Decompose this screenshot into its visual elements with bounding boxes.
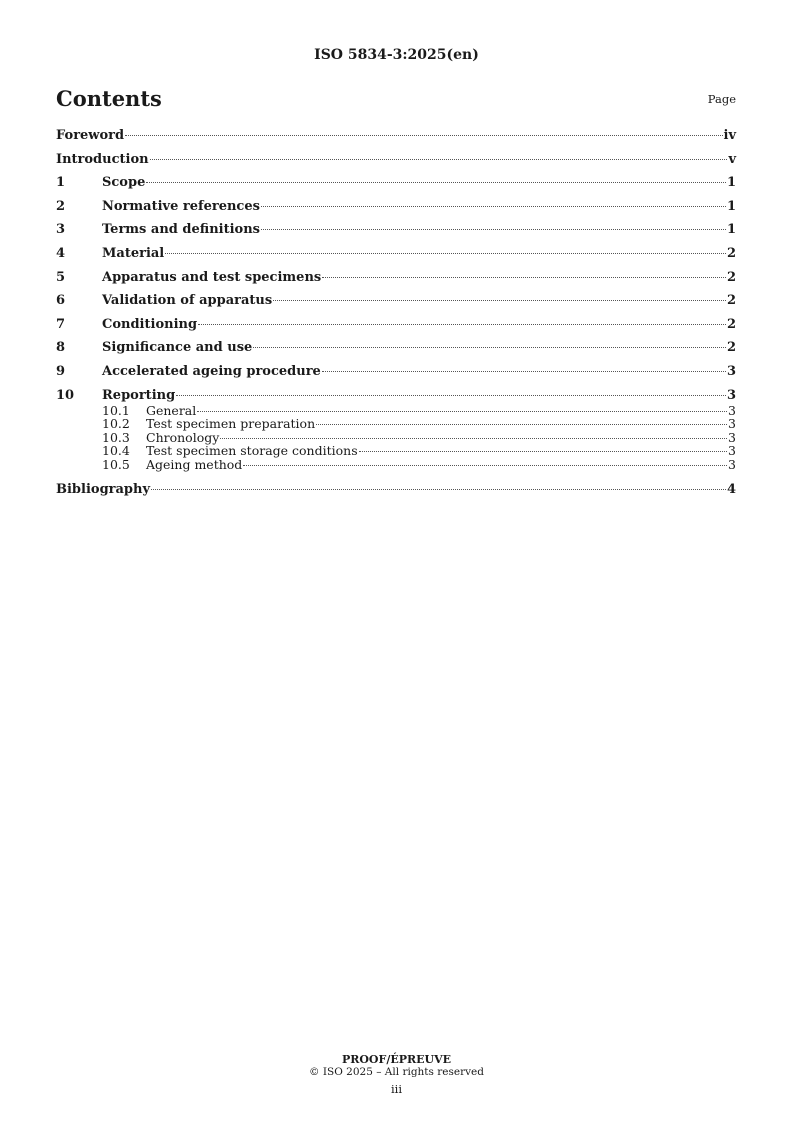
toc-entry-bibliography[interactable] <box>56 482 736 498</box>
toc-entry-number: 9 <box>56 363 66 379</box>
copyright-notice: © ISO 2025 – All rights reserved <box>309 1066 484 1078</box>
dot-leader <box>261 229 726 230</box>
document-identifier: ISO 5834-3:2025(en) <box>314 47 479 63</box>
toc-entry-number: 10 <box>56 387 75 403</box>
toc-subentry-number: 10.2 <box>102 416 130 432</box>
toc-entry-number: 1 <box>56 175 66 191</box>
toc-subentry-page: 3 <box>728 456 736 472</box>
toc-subentry-label: Ageing method <box>146 456 243 472</box>
dot-leader <box>243 465 727 466</box>
toc-entry-number: 7 <box>56 316 66 332</box>
page-footer <box>0 1054 793 1096</box>
toc-subentry-label: Chronology <box>146 429 220 445</box>
toc-subentry-page: 3 <box>728 429 736 445</box>
dot-leader <box>322 277 726 278</box>
dot-leader <box>151 489 726 490</box>
dot-leader <box>150 159 728 160</box>
dot-leader <box>197 411 727 412</box>
page-number: iii <box>390 1082 403 1096</box>
toc-entry-page: v <box>728 151 736 167</box>
dot-leader <box>146 182 726 183</box>
toc-subentry-label: Test specimen storage conditions <box>146 443 358 459</box>
toc-entry-page: 2 <box>726 245 736 261</box>
toc-entry-validation-of-apparatus[interactable] <box>56 293 736 309</box>
toc-entry-label: Bibliography <box>56 481 151 497</box>
toc-entry-accelerated-ageing-procedure[interactable] <box>56 364 736 380</box>
toc-entry-label: Reporting <box>102 387 176 403</box>
toc-entry-label: Validation of apparatus <box>102 293 273 309</box>
table-of-contents <box>56 128 736 505</box>
contents-heading: Contents <box>56 86 162 111</box>
toc-entry-page: 1 <box>726 198 736 214</box>
toc-subentry-page: 3 <box>728 402 736 418</box>
toc-entry-page: 2 <box>726 269 736 285</box>
toc-entry-normative-references[interactable] <box>56 199 736 215</box>
toc-subentry-number: 10.3 <box>102 429 130 445</box>
toc-entry-page: 1 <box>726 175 736 191</box>
toc-subentry-ageing-method[interactable] <box>56 458 736 472</box>
toc-entry-reporting[interactable] <box>56 388 736 404</box>
dot-leader <box>176 395 726 396</box>
dot-leader <box>316 424 727 425</box>
toc-entry-label: Material <box>102 245 165 261</box>
dot-leader <box>273 300 726 301</box>
toc-entry-page: 3 <box>726 363 736 379</box>
toc-entry-page: iv <box>723 128 736 143</box>
page-column-label: Page <box>707 92 736 106</box>
toc-entry-label: Introduction <box>56 151 149 167</box>
toc-subentry-general[interactable] <box>56 404 736 418</box>
toc-subentry-test-specimen-storage-conditions[interactable] <box>56 444 736 458</box>
toc-entry-scope[interactable] <box>56 175 736 191</box>
toc-subentry-label: General <box>146 402 197 418</box>
dot-leader <box>198 324 726 325</box>
toc-entry-introduction[interactable] <box>56 152 736 168</box>
toc-entry-page: 2 <box>726 340 736 356</box>
toc-entry-conditioning[interactable] <box>56 317 736 333</box>
toc-subentry-page: 3 <box>728 443 736 459</box>
toc-entry-label: Conditioning <box>102 316 198 332</box>
toc-entry-number: 8 <box>56 340 66 356</box>
toc-subentry-number: 10.5 <box>102 456 130 472</box>
toc-entry-number: 5 <box>56 269 66 285</box>
toc-entry-apparatus-and-test-specimens[interactable] <box>56 270 736 286</box>
toc-entry-terms-and-definitions[interactable] <box>56 222 736 238</box>
dot-leader <box>165 253 726 254</box>
toc-entry-label: Terms and definitions <box>102 222 260 238</box>
dot-leader <box>322 371 726 372</box>
toc-subentry-label: Test specimen preparation <box>146 416 316 432</box>
toc-entry-page: 3 <box>726 387 736 403</box>
proof-label: PROOF/ÉPREUVE <box>341 1053 452 1066</box>
toc-subentry-number: 10.4 <box>102 443 130 459</box>
toc-entry-label: Significance and use <box>102 340 253 356</box>
toc-entry-number: 3 <box>56 222 66 238</box>
toc-entry-number: 2 <box>56 198 66 214</box>
dot-leader <box>359 451 727 452</box>
toc-subentry-number: 10.1 <box>102 402 130 418</box>
toc-entry-significance-and-use[interactable] <box>56 340 736 356</box>
toc-subentry-test-specimen-preparation[interactable] <box>56 417 736 431</box>
toc-entry-number: 6 <box>56 293 66 309</box>
toc-entry-page: 2 <box>726 293 736 309</box>
toc-entry-page: 1 <box>726 222 736 238</box>
dot-leader <box>253 347 726 348</box>
dot-leader <box>125 135 722 136</box>
toc-entry-label: Accelerated ageing procedure <box>102 363 321 379</box>
toc-entry-foreword[interactable] <box>56 128 736 144</box>
toc-entry-number: 4 <box>56 245 66 261</box>
dot-leader <box>220 438 727 439</box>
toc-entry-label: Normative references <box>102 198 260 214</box>
dot-leader <box>261 206 726 207</box>
toc-entry-page: 2 <box>726 316 736 332</box>
toc-entry-page: 4 <box>726 481 736 497</box>
toc-subentry-chronology[interactable] <box>56 431 736 445</box>
toc-entry-material[interactable] <box>56 246 736 262</box>
toc-entry-label: Apparatus and test specimens <box>102 269 322 285</box>
toc-subentry-page: 3 <box>728 416 736 432</box>
toc-entry-label: Foreword <box>56 128 125 143</box>
toc-entry-label: Scope <box>102 175 146 191</box>
